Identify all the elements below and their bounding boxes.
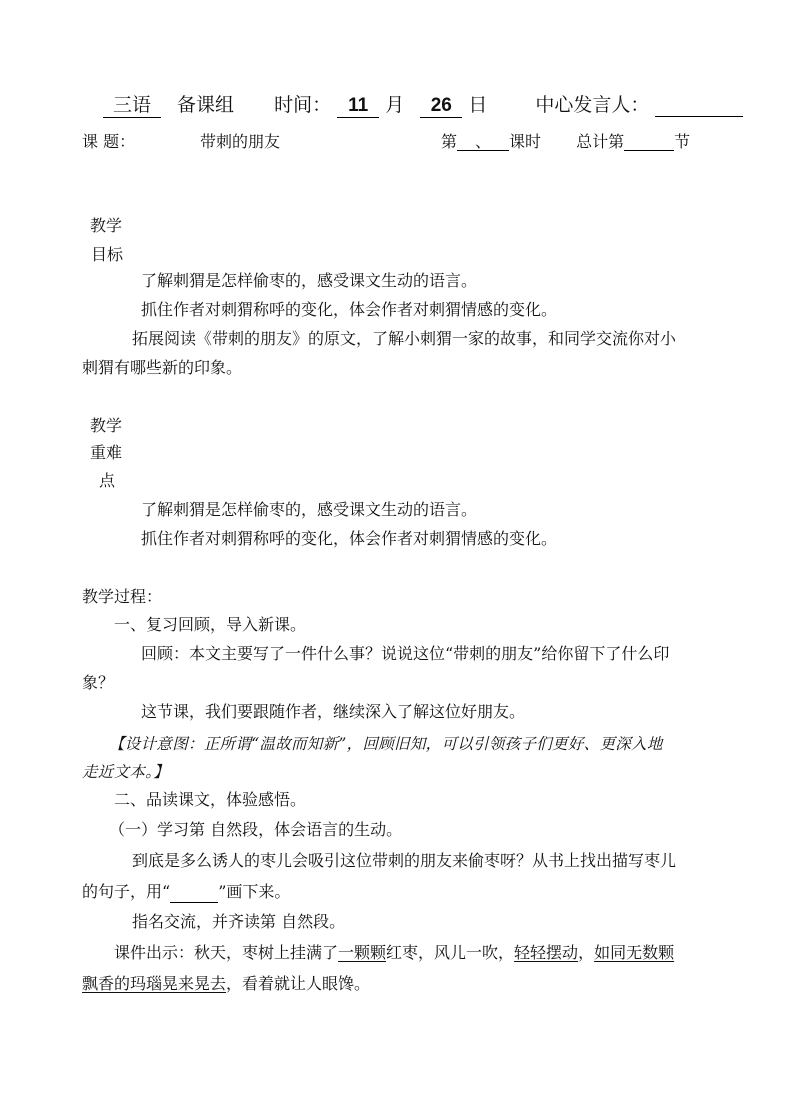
- underlined-phrase: 飘香的玛瑙晃来晃去: [82, 974, 227, 993]
- courseware-line-2: [82, 976, 370, 992]
- speaker-field: [655, 94, 743, 117]
- objective-item: 了解刺猬是怎样偷枣的，感受课文生动的语言。: [141, 271, 478, 290]
- transition-line: 这节课，我们要跟随作者，继续深入了解这位好朋友。: [141, 702, 526, 721]
- courseware-suffix: ，看着就让人眼馋。: [226, 974, 371, 993]
- total-field: [624, 134, 674, 151]
- time-label: 时间：: [274, 94, 332, 116]
- step-1-heading: 一、复习回顾，导入新课。: [114, 615, 307, 634]
- keypoints-label-2: 重难: [90, 443, 123, 462]
- question-line-2b: ”画下来。: [218, 882, 291, 901]
- question-line-2: [82, 884, 290, 903]
- header-line: [103, 90, 743, 118]
- design-intent-line-2: 走近文本。】: [82, 763, 170, 781]
- topic-title: 带刺的朋友: [200, 132, 281, 151]
- month-field: 11: [337, 95, 379, 118]
- keypoints-label-3: 点: [99, 471, 116, 490]
- period-line: [441, 134, 690, 151]
- keypoint-item: 抓住作者对刺猬称呼的变化，体会作者对刺猬情感的变化。: [141, 529, 558, 548]
- objective-item: 刺猬有哪些新的印象。: [82, 358, 243, 377]
- underlined-phrase: 如同无数颗: [594, 943, 675, 962]
- review-line-2: 象？: [82, 673, 115, 692]
- keypoint-item: 了解刺猬是怎样偷枣的，感受课文生动的语言。: [141, 500, 478, 519]
- question-line-2a: 的句子，用“: [82, 882, 171, 901]
- courseware-comma: ，: [578, 943, 595, 962]
- underlined-phrase: 轻轻摆动: [514, 943, 579, 962]
- topic-label: 课 题：: [82, 132, 136, 151]
- group-label: 备课组: [177, 94, 235, 116]
- period-field: [457, 134, 509, 151]
- total-suffix: 节: [674, 132, 691, 151]
- day-unit: 日: [468, 94, 488, 116]
- question-line-1: 到底是多么诱人的枣儿会吸引这位带刺的朋友来偷枣呀？从书上找出描写枣儿: [132, 851, 677, 870]
- share-line: 指名交流，并齐读第 自然段。: [132, 912, 346, 931]
- objective-item: 拓展阅读《带刺的朋友》的原文，了解小刺猬一家的故事，和同学交流你对小: [132, 329, 677, 348]
- sub-step-1-heading: （一）学习第 自然段，体会语言的生动。: [109, 820, 403, 839]
- objective-item: 抓住作者对刺猬称呼的变化，体会作者对刺猬情感的变化。: [141, 300, 558, 319]
- objectives-label-1: 教学: [90, 216, 123, 235]
- courseware-line-1: [114, 945, 674, 961]
- speaker-label: 中心发言人：: [535, 94, 650, 116]
- underlined-phrase: 一颗颗: [338, 943, 387, 962]
- objectives-label-2: 目标: [91, 245, 124, 264]
- step-2-heading: 二、品读课文，体验感悟。: [114, 790, 307, 809]
- underline-mark: [170, 886, 218, 903]
- courseware-prefix: 课件出示：秋天，枣树上挂满了: [114, 943, 339, 962]
- month-unit: 月: [385, 94, 405, 116]
- period-prefix: 第: [441, 132, 458, 151]
- period-sep: 、: [475, 132, 492, 151]
- process-title: 教学过程：: [82, 587, 163, 606]
- period-suffix: 课时: [509, 132, 542, 151]
- courseware-middle: 红枣，风儿一吹，: [386, 943, 515, 962]
- total-prefix: 总计第: [576, 132, 625, 151]
- keypoints-label-1: 教学: [90, 416, 123, 435]
- design-intent-line-1: 【设计意图：正所谓“温故而知新”，回顾旧知，可以引领孩子们更好、更深入地: [109, 735, 663, 753]
- review-line-1: 回顾：本文主要写了一件什么事？说说这位“带刺的朋友”给你留下了什么印: [141, 644, 670, 663]
- grade-field: 三语: [103, 90, 161, 118]
- day-field: 26: [420, 95, 462, 118]
